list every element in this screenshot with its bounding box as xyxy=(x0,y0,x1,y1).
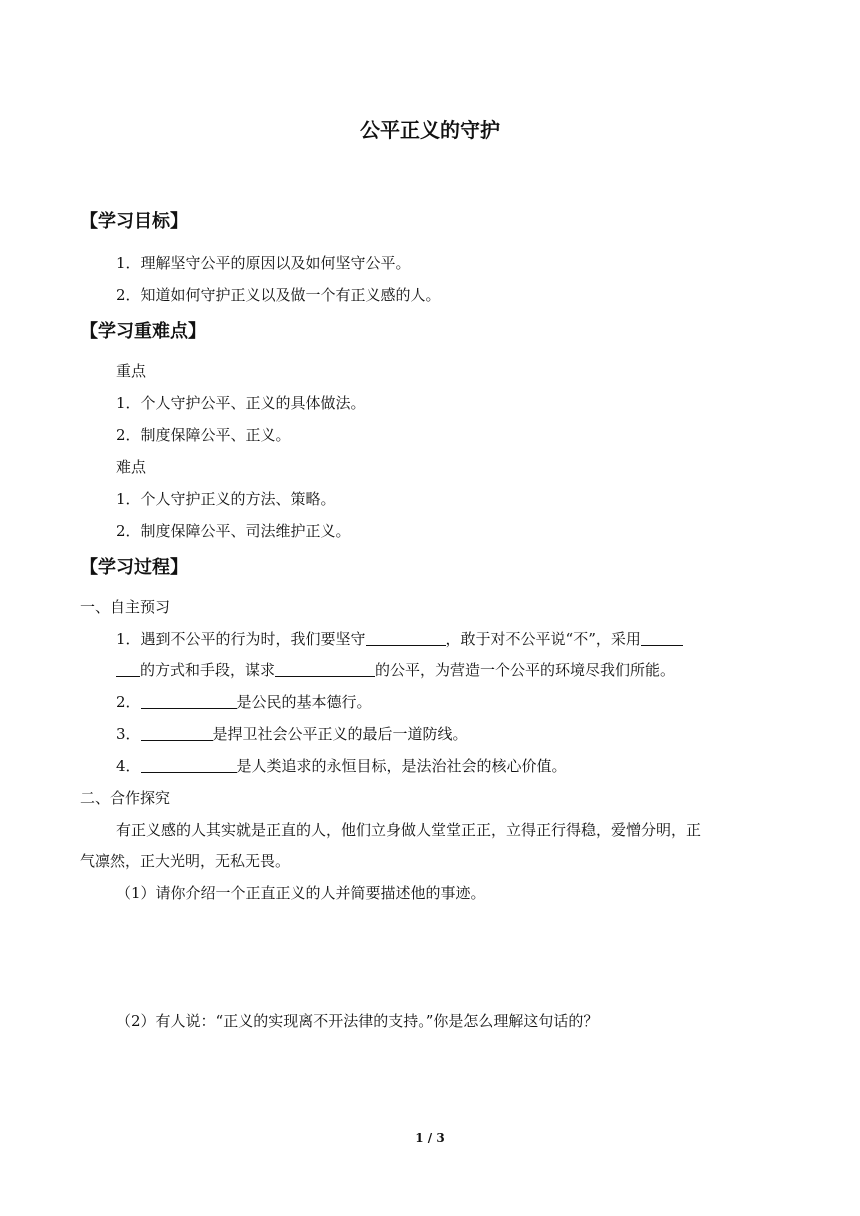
fill-blank[interactable] xyxy=(141,724,213,741)
question-text: 是人类追求的永恒目标，是法治社会的核心价值。 xyxy=(236,757,567,775)
key-label-nandian: 难点 xyxy=(116,458,147,476)
key-item: 2．制度保障公平、正义。 xyxy=(116,426,291,444)
question-text: 的公平，为营造一个公平的环境尽我们所能。 xyxy=(375,661,676,679)
part-title-explore: 二、合作探究 xyxy=(80,789,171,807)
page-title: 公平正义的守护 xyxy=(360,118,500,142)
objective-item: 1．理解坚守公平的原因以及如何坚守公平。 xyxy=(116,254,411,272)
question-number: 3． xyxy=(116,725,141,743)
question-text: ，敢于对不公平说“不”，采用 xyxy=(445,630,641,648)
question-text: 是捍卫社会公平正义的最后一道防线。 xyxy=(212,725,468,743)
key-label-zhongdian: 重点 xyxy=(116,362,147,380)
key-item: 1．个人守护正义的方法、策略。 xyxy=(116,490,336,508)
fill-blank[interactable] xyxy=(366,629,446,646)
fill-blank[interactable] xyxy=(141,692,237,709)
section-heading-objectives: 【学习目标】 xyxy=(80,211,188,232)
question-1-line-1 xyxy=(116,629,683,649)
question-text: 的方式和手段，谋求 xyxy=(140,661,276,679)
question-1-line-2 xyxy=(116,660,675,680)
question-2 xyxy=(116,692,372,712)
question-4 xyxy=(116,756,567,776)
question-3 xyxy=(116,724,468,744)
paragraph-line: 有正义感的人其实就是正直的人，他们立身做人堂堂正正，立得正行得稳，爱憎分明，正 xyxy=(116,821,702,839)
question-text: 1．遇到不公平的行为时，我们要坚守 xyxy=(116,630,366,648)
fill-blank[interactable] xyxy=(141,756,237,773)
section-heading-key-points: 【学习重难点】 xyxy=(80,321,206,342)
page-number: 1 / 3 xyxy=(415,1131,445,1145)
fill-blank[interactable] xyxy=(116,660,140,677)
section-heading-process: 【学习过程】 xyxy=(80,557,188,578)
key-item: 2．制度保障公平、司法维护正义。 xyxy=(116,522,351,540)
question-number: 4． xyxy=(116,757,141,775)
sub-question-2: （2）有人说：“正义的实现离不开法律的支持。”你是怎么理解这句话的？ xyxy=(116,1012,599,1030)
sub-question-1: （1）请你介绍一个正直正义的人并简要描述他的事迹。 xyxy=(116,884,486,902)
paragraph-line: 气凛然，正大光明，无私无畏。 xyxy=(80,852,291,870)
question-text: 是公民的基本德行。 xyxy=(236,693,372,711)
objective-item: 2．知道如何守护正义以及做一个有正义感的人。 xyxy=(116,286,441,304)
part-title-preview: 一、自主预习 xyxy=(80,598,171,616)
fill-blank[interactable] xyxy=(275,660,375,677)
question-number: 2． xyxy=(116,693,141,711)
fill-blank[interactable] xyxy=(641,629,683,646)
key-item: 1．个人守护公平、正义的具体做法。 xyxy=(116,394,366,412)
